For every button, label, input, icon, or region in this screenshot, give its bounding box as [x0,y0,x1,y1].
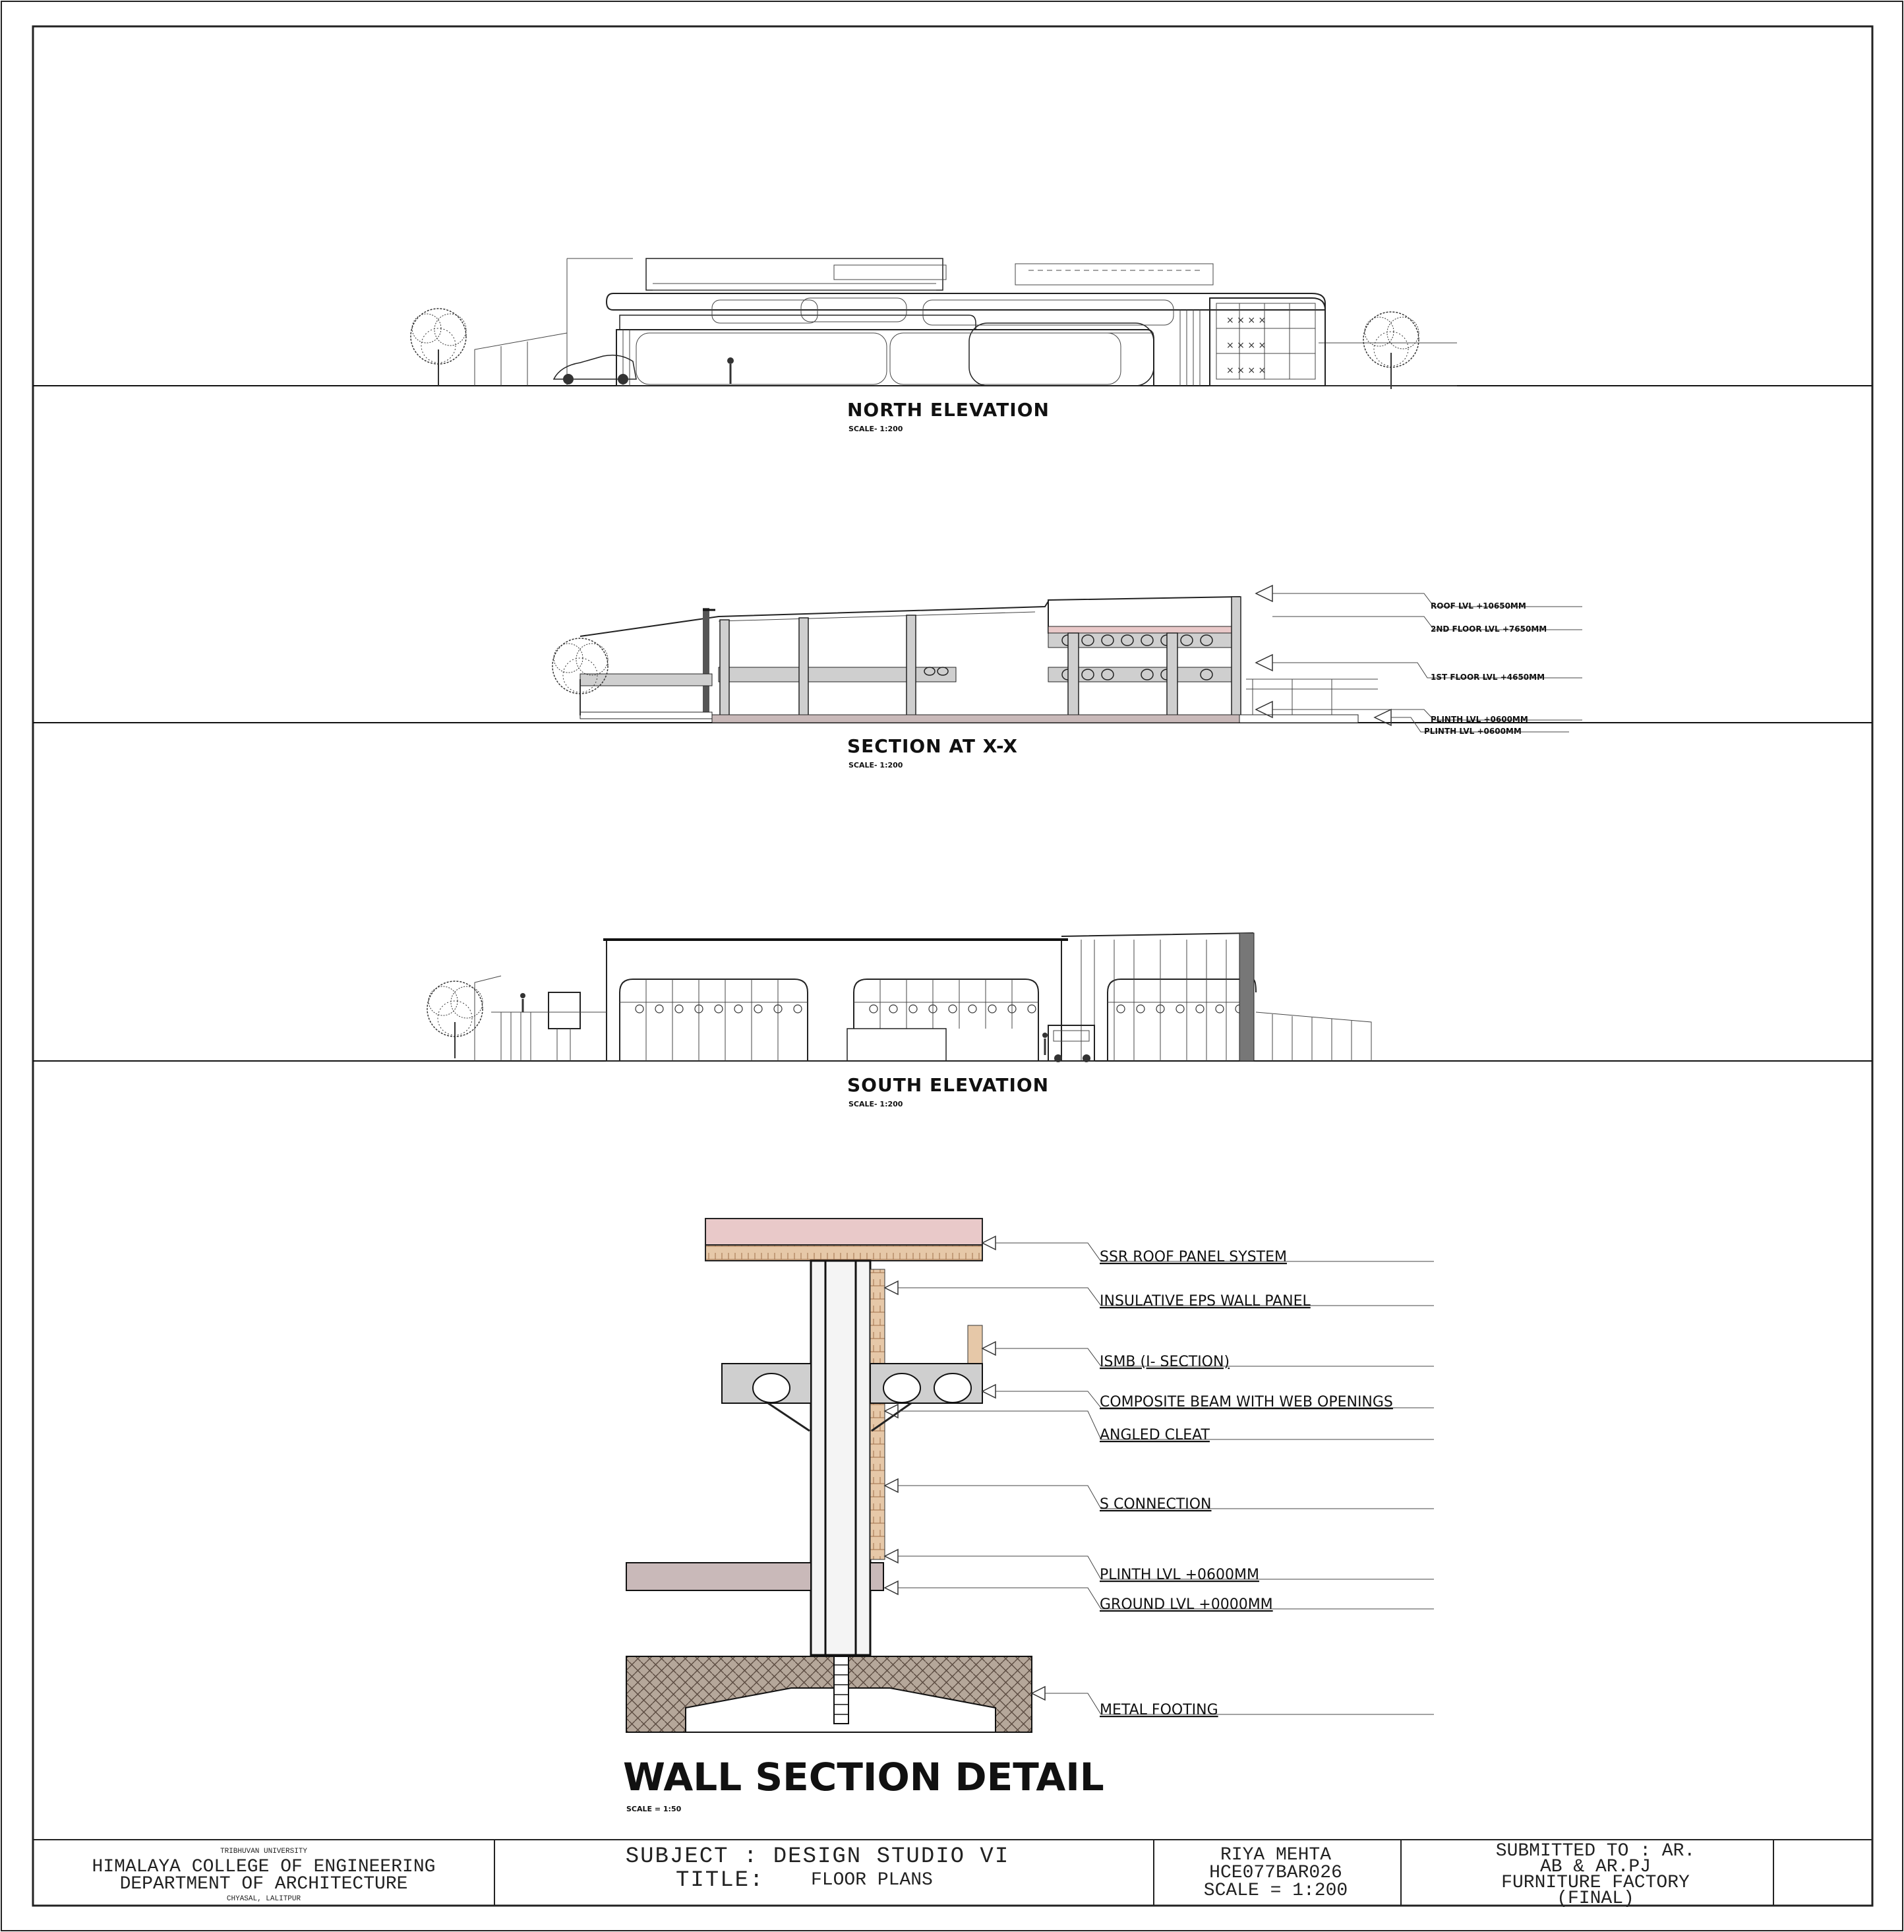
sheet-scale: SCALE = 1:200 [1203,1881,1348,1901]
callout-plinth-lvl: PLINTH LVL +0600MM [1100,1567,1259,1583]
inner-border [33,26,1872,1906]
svg-text:× × × ×: × × × × [1226,365,1266,376]
callout-ismb: ISMB (I- SECTION) [1100,1354,1230,1370]
section-xx-title: SECTION AT X-X [847,735,1018,757]
teachers: AB & AR.PJ [1539,1857,1651,1877]
callout-roof-panel: SSR ROOF PANEL SYSTEM [1100,1249,1287,1265]
north-elevation-title: NORTH ELEVATION [847,399,1050,421]
outer-border [1,1,1903,1931]
south-elevation [33,933,1872,1108]
level-roof: ROOF LVL +10650MM [1431,601,1526,611]
callout-ground-lvl: GROUND LVL +0000MM [1100,1596,1273,1613]
callout-s-connection: S CONNECTION [1100,1496,1212,1513]
svg-text:× × × ×: × × × × [1226,340,1266,351]
submitted-to: SUBMITTED TO : AR. [1495,1841,1696,1861]
callout-metal-footing: METAL FOOTING [1100,1702,1218,1718]
wall-section-detail [623,1219,1434,1813]
wall-section-scale: SCALE = 1:50 [626,1805,682,1813]
project-status: (FINAL) [1557,1888,1634,1909]
title-block [33,1840,1872,1909]
level-2nd-floor: 2ND FLOOR LVL +7650MM [1431,624,1547,634]
section-xx [33,586,1872,770]
level-plinth-a: PLINTH LVL +0600MM [1431,715,1528,724]
college-location: CHYASAL, LALITPUR [226,1895,301,1903]
svg-text:× × × ×: × × × × [1226,315,1266,326]
student-name: RIYA MEHTA [1220,1845,1332,1865]
south-elevation-title: SOUTH ELEVATION [847,1074,1050,1096]
project-name: FURNITURE FACTORY [1501,1873,1690,1893]
department-name: DEPARTMENT OF ARCHITECTURE [119,1874,408,1894]
callout-eps-wall-panel: INSULATIVE EPS WALL PANEL [1100,1293,1311,1310]
title-label: TITLE: [676,1868,765,1893]
university-name: TRIBHUVAN UNIVERSITY [220,1848,308,1856]
callout-angled-cleat: ANGLED CLEAT [1100,1427,1210,1443]
level-plinth-b: PLINTH LVL +0600MM [1424,727,1522,736]
level-1st-floor: 1ST FLOOR LVL +4650MM [1431,673,1545,682]
subject-text: SUBJECT : DESIGN STUDIO VI [625,1844,1010,1869]
college-name: HIMALAYA COLLEGE OF ENGINEERING [92,1857,436,1877]
south-elevation-scale: SCALE- 1:200 [848,1100,903,1108]
north-elevation [33,258,1872,433]
north-elevation-scale: SCALE- 1:200 [848,425,903,433]
title-value: FLOOR PLANS [811,1870,933,1890]
wall-section-title: WALL SECTION DETAIL [623,1755,1104,1799]
callout-composite-beam: COMPOSITE BEAM WITH WEB OPENINGS [1100,1394,1393,1410]
roll-number: HCE077BAR026 [1209,1863,1342,1883]
section-xx-scale: SCALE- 1:200 [848,761,903,770]
